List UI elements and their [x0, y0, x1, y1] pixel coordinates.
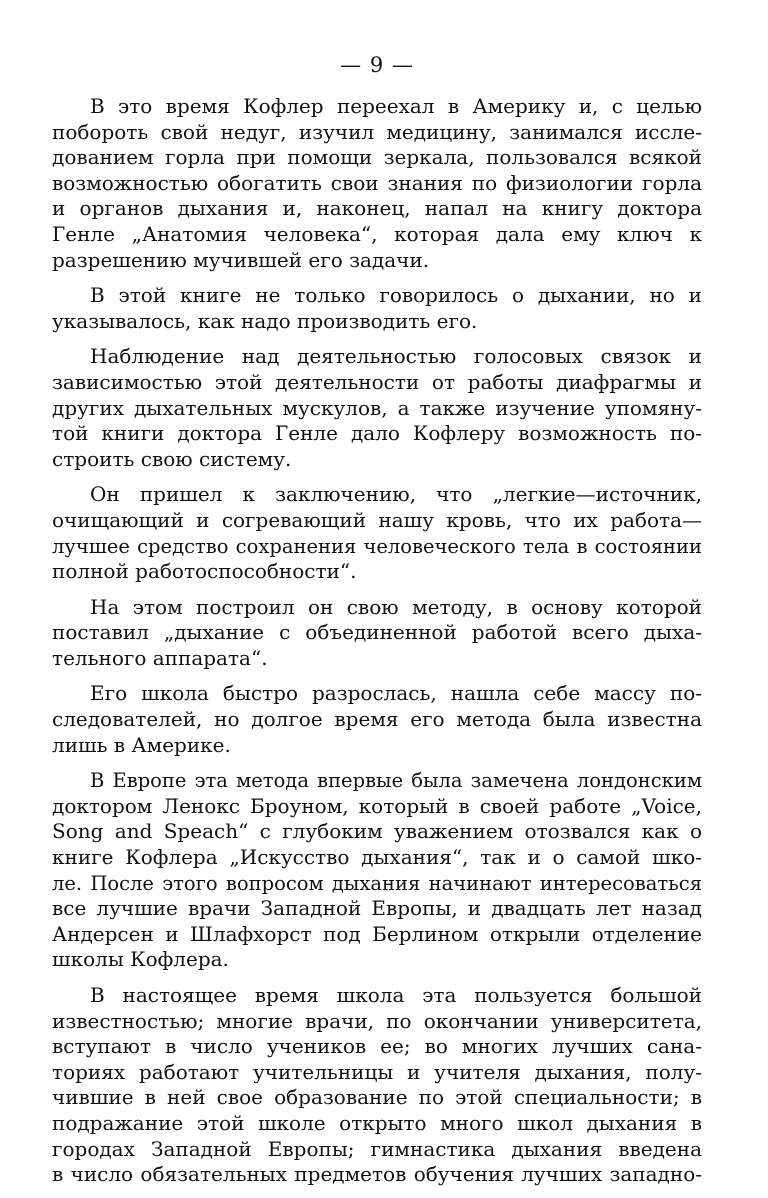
paragraph: [52, 344, 702, 472]
text-line: школы Кофлера.: [52, 947, 229, 972]
body-text: [52, 94, 702, 1188]
text-line: побороть свой недуг, изучил медицину, занимался иссле-: [52, 119, 702, 144]
text-line: все лучшие врачи Западной Европы, и двадцать лет назад: [52, 896, 702, 921]
paragraph: [52, 595, 702, 672]
text-line: лишь в Америке.: [52, 732, 231, 757]
text-line: Song and Speach“ с глубоким уважением отозвался как о: [52, 819, 702, 844]
text-line: той книги доктора Генле дало Кофлеру возможность по-: [52, 421, 702, 446]
text-line: Он пришел к заключению, что „легкие—источник,: [90, 482, 702, 507]
text-line: ториях работают учительницы и учителя дыхания, полу-: [52, 1059, 702, 1084]
text-line: книге Кофлера „Искусство дыхания“, так и о самой шко-: [52, 845, 702, 870]
text-line: В этой книге не только говорилось о дыхании, но и: [90, 283, 702, 308]
text-line: Андерсен и Шлафхорст под Берлином открыли отделение: [52, 921, 702, 946]
text-line: разрешению мучившей его задачи.: [52, 247, 430, 272]
text-line: зависимостью этой деятельности от работы диафрагмы и: [52, 369, 702, 394]
text-line: полной работоспособности“.: [52, 559, 357, 584]
text-line: указывалось, как надо производить его.: [52, 308, 478, 333]
paragraph: [52, 983, 702, 1188]
paragraph: [52, 283, 702, 334]
paragraph: [52, 482, 702, 584]
text-line: возможностью обогатить свои знания по физиологии горла: [52, 170, 702, 195]
text-line: строить свою систему.: [52, 446, 292, 471]
text-line: Его школа быстро разрослась, нашла себе массу по-: [90, 681, 702, 706]
text-line: ле. После этого вопросом дыхания начинают интересоваться: [52, 871, 702, 895]
text-line: лучшее средство сохранения человеческого тела в состоянии: [52, 534, 702, 558]
text-line: На этом построил он свою методу, в основу которой: [90, 594, 702, 619]
text-line: чившие в ней свое образование по этой специальности; в: [52, 1085, 702, 1110]
paragraph: [52, 681, 702, 758]
text-line: городах Западной Европы; гимнастика дыхания введена: [52, 1136, 702, 1161]
text-line: дованием горла при помощи зеркала, пользовался всякой: [52, 145, 702, 170]
text-line: известностью; многие врачи, по окончании университета,: [52, 1008, 702, 1033]
text-line: других дыхательных мускулов, а также изучение упомяну-: [52, 395, 702, 420]
text-line: доктором Ленокс Броуном, который в своей работе „Voice,: [52, 793, 702, 818]
paragraph: [52, 768, 702, 973]
text-line: вступают в число учеников ее; во многих лучших сана-: [52, 1034, 702, 1059]
text-line: тельного аппарата“.: [52, 645, 268, 670]
text-line: В настоящее время школа эта пользуется большой: [90, 983, 702, 1007]
page-number: — 9 —: [340, 53, 414, 77]
text-line: очищающий и согревающий нашу кровь, что их работа—: [52, 507, 702, 532]
text-line: и органов дыхания и, наконец, напал на книгу доктора: [52, 196, 702, 221]
text-line: в число обязательных предметов обучения лучших западно-: [52, 1162, 702, 1187]
text-line: В Европе эта метода впервые была замечена лондонским: [90, 769, 702, 793]
text-line: поставил „дыхание с объединенной работой всего дыха-: [52, 620, 702, 645]
book-page: [52, 52, 702, 1198]
text-line: В это время Кофлер переехал в Америку и, с целью: [90, 94, 702, 118]
paragraph: [52, 94, 702, 273]
text-line: следователей, но долгое время его метода была известна: [52, 707, 702, 732]
text-line: Генле „Анатомия человека“, которая дала ему ключ к: [52, 221, 702, 246]
text-line: подражание этой школе открыто много школ дыхания в: [52, 1110, 702, 1135]
text-line: Наблюдение над деятельностью голосовых связок и: [90, 344, 702, 369]
